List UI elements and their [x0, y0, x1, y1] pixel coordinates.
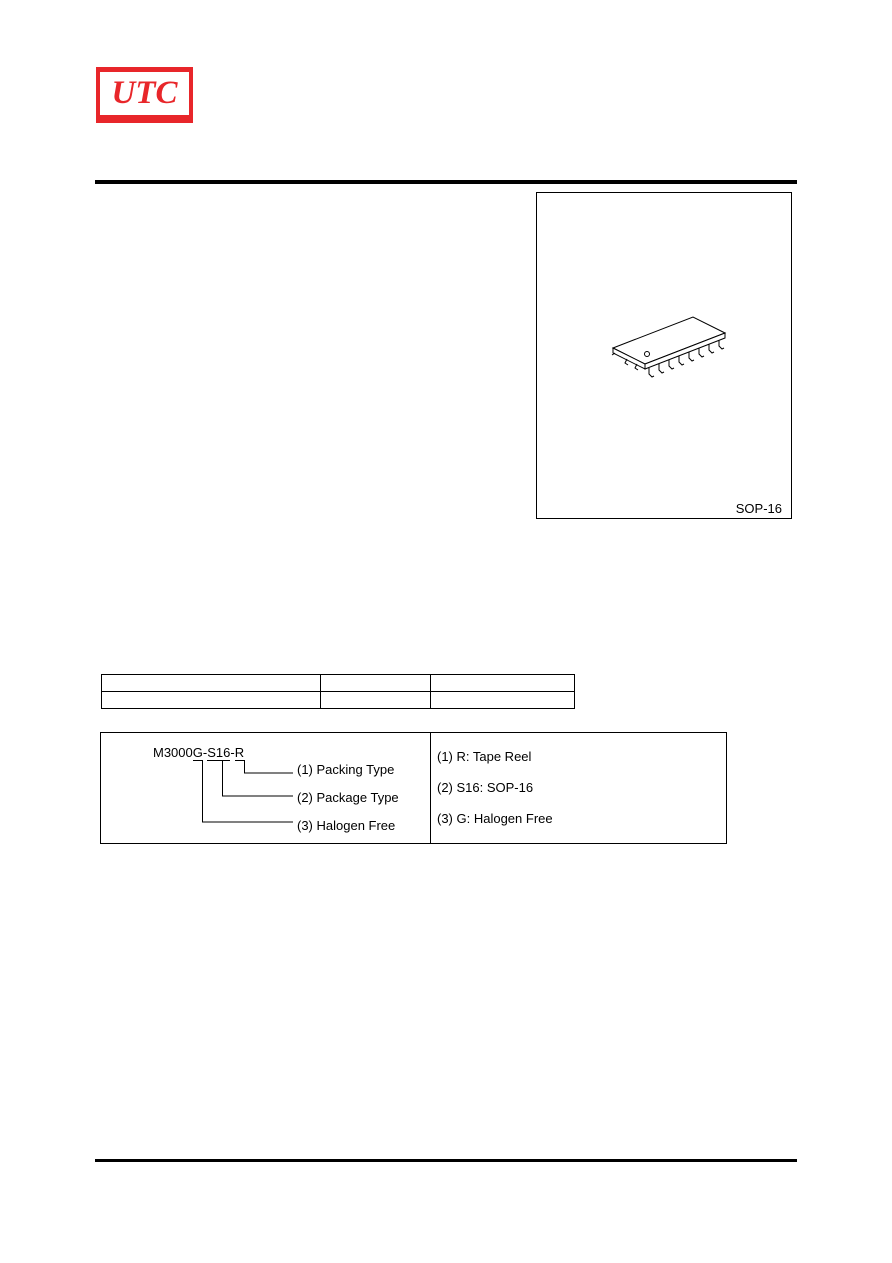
- footer-rule: [95, 1159, 797, 1162]
- part-number-sep: -: [202, 745, 208, 760]
- table-cell: [321, 692, 431, 709]
- ordering-table: [101, 674, 575, 709]
- part-number-diagram: [101, 733, 431, 843]
- field-package-type: (2) Package Type: [297, 790, 399, 805]
- part-number-halogen: G: [192, 745, 203, 760]
- utc-logo: [96, 67, 193, 123]
- part-number-base: M3000: [153, 745, 193, 760]
- ordering-code-box: [100, 732, 727, 844]
- table-row: [102, 675, 575, 692]
- desc-halogen: (3) G: Halogen Free: [437, 811, 553, 826]
- part-number-package: S16: [207, 745, 231, 760]
- part-number-sep: -: [230, 745, 235, 760]
- table-cell: [431, 675, 575, 692]
- table-cell: [102, 675, 321, 692]
- part-number: [153, 745, 244, 761]
- utc-logo-text: UTC: [111, 75, 178, 111]
- package-image-box: [536, 192, 792, 519]
- field-packing-type: (1) Packing Type: [297, 762, 395, 777]
- table-row: [102, 692, 575, 709]
- package-label: SOP-16: [735, 501, 782, 516]
- part-number-packing: R: [234, 745, 245, 760]
- header-rule: [95, 180, 797, 184]
- desc-packing: (1) R: Tape Reel: [437, 749, 532, 764]
- table-cell: [102, 692, 321, 709]
- utc-logo-inner: [100, 72, 189, 115]
- desc-package: (2) S16: SOP-16: [437, 780, 534, 795]
- field-halogen-free: (3) Halogen Free: [297, 818, 396, 833]
- table-cell: [431, 692, 575, 709]
- sop16-package-icon: [607, 311, 737, 386]
- table-cell: [321, 675, 431, 692]
